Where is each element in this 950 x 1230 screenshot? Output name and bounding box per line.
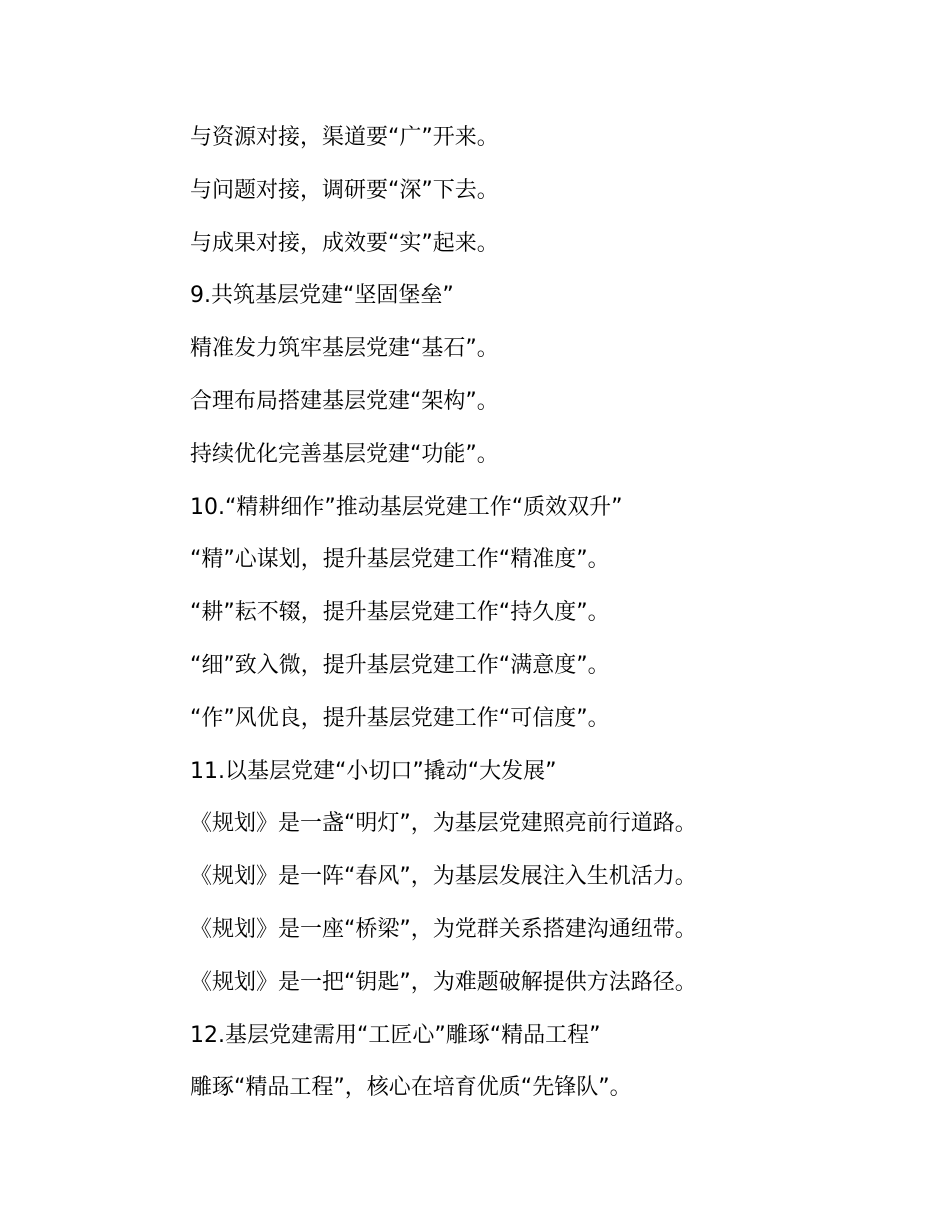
document-body (190, 112, 790, 1115)
text-line: 合理布局搭建基层党建“架构”。 (190, 388, 499, 414)
text-line: 雕琢“精品工程”，核心在培育优质“先锋队”。 (190, 1075, 632, 1101)
section-heading-11: 11.以基层党建“小切口”撬动“大发展” (190, 758, 557, 784)
text-line: “耕”耘不辍，提升基层党建工作“持久度”。 (190, 600, 610, 626)
text-line: 持续优化完善基层党建“功能”。 (190, 441, 499, 467)
section-heading-9: 9.共筑基层党建“坚固堡垒” (190, 283, 454, 309)
text-line: “细”致入微，提升基层党建工作“满意度”。 (190, 652, 610, 678)
text-line: 《规划》是一把“钥匙”，为难题破解提供方法路径。 (190, 969, 697, 995)
section-heading-10: 10.“精耕细作”推动基层党建工作“质效双升” (190, 494, 623, 520)
text-line: 《规划》是一座“桥梁”，为党群关系搭建沟通纽带。 (190, 916, 697, 942)
text-line: “作”风优良，提升基层党建工作“可信度”。 (190, 705, 610, 731)
text-line: “精”心谋划，提升基层党建工作“精准度”。 (190, 547, 610, 573)
text-line: 精准发力筑牢基层党建“基石”。 (190, 336, 499, 362)
text-line: 与成果对接，成效要“实”起来。 (190, 230, 499, 256)
text-line: 与问题对接，调研要“深”下去。 (190, 177, 499, 203)
text-line: 《规划》是一阵“春风”，为基层发展注入生机活力。 (190, 864, 697, 890)
text-line: 与资源对接，渠道要“广”开来。 (190, 125, 499, 150)
section-heading-12: 12.基层党建需用“工匠心”雕琢“精品工程” (190, 1022, 601, 1048)
text-line: 《规划》是一盏“明灯”，为基层党建照亮前行道路。 (190, 811, 697, 837)
